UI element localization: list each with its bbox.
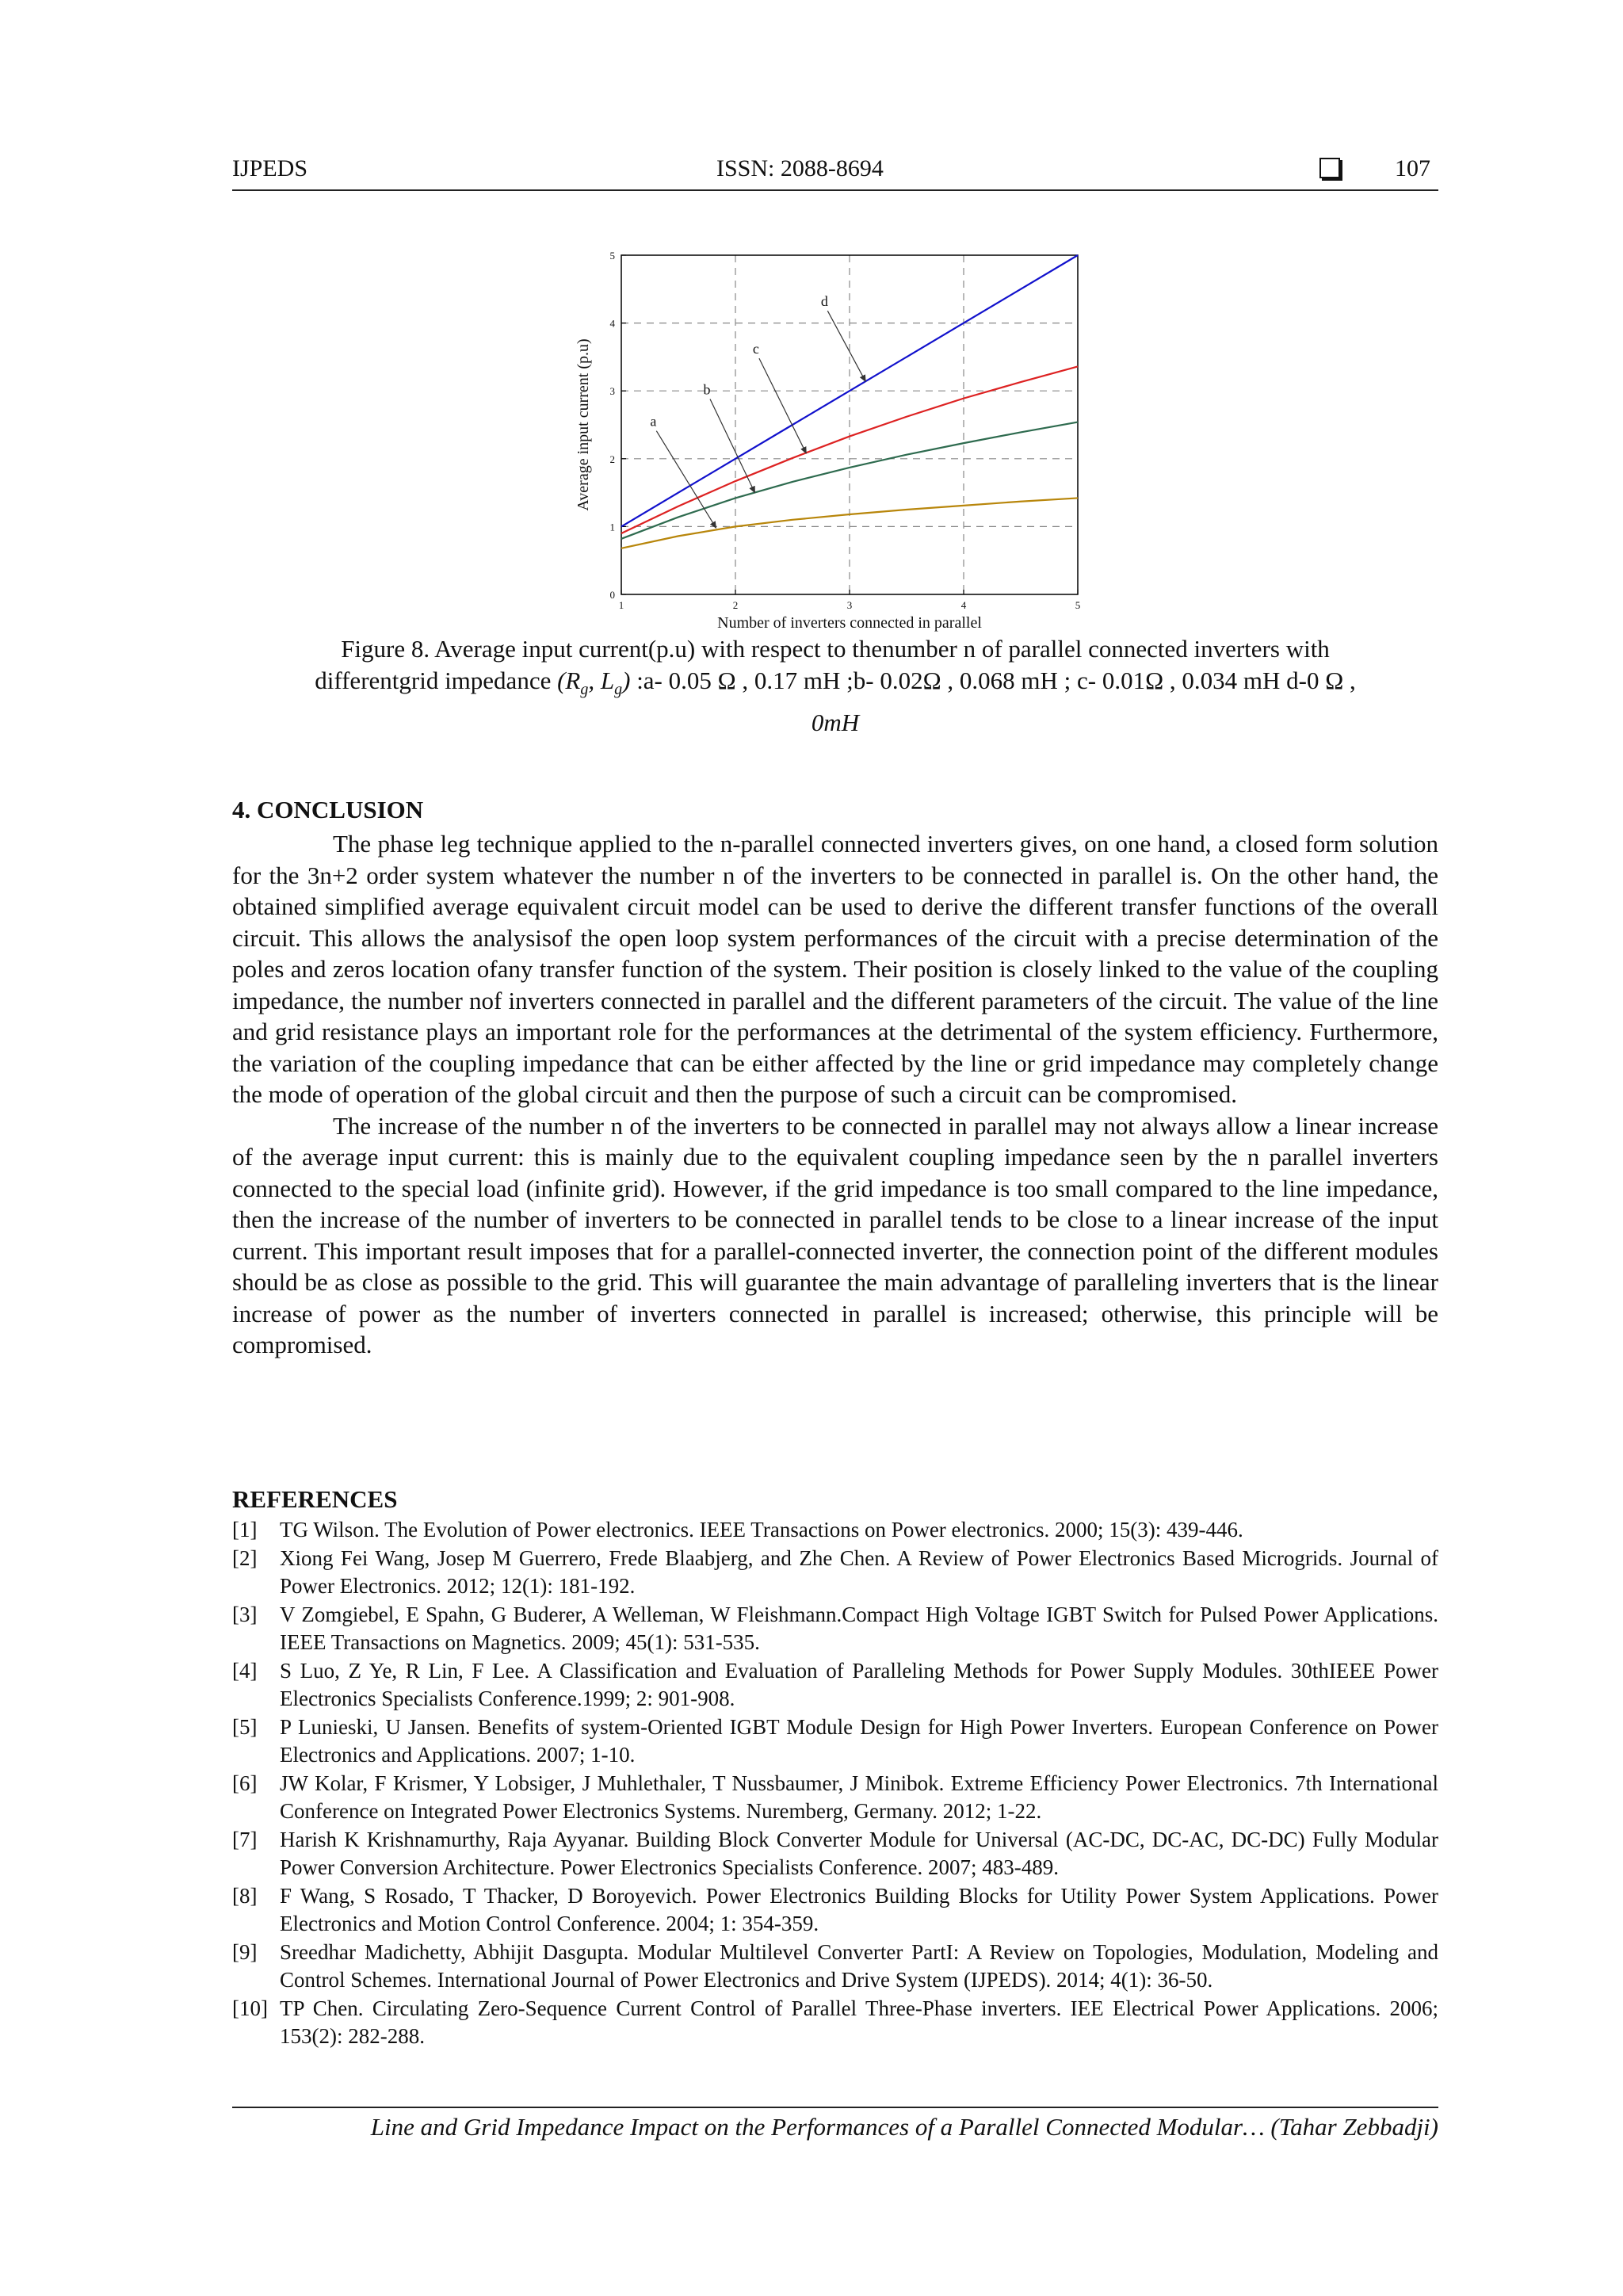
reference-text: S Luo, Z Ye, R Lin, F Lee. A Classification and Evaluation of Paralleling Methods for Power Supply Modules. 30thIEEE Power Electronics Specialists Conference.1999; 2: 901-908. — [280, 1658, 1438, 1710]
journal-name: IJPEDS — [232, 155, 308, 181]
y-tick-label: 3 — [609, 385, 615, 398]
conclusion-paragraph-2: The increase of the number n of the inverters to be connected in parallel may not always allow a linear increase of the average input current: this is mainly due to the equivalent coupling impedance seen by the n parallel inverters connected to the special load (infinite grid). However, if the grid impedance is too small compared to the line impedance, then the increase of the number of inverters to be connected in parallel tends to be close to a linear increase of the input current. This important result imposes that for a parallel-connected inverter, the connection point of the different modules should be as close as possible to the grid. This will guarantee the main advantage of paralleling inverters that is the linear increase of power as the number of inverters connected in parallel is increased; otherwise, this principle will be compromised. — [232, 1111, 1438, 1358]
axis-ticks — [610, 250, 1081, 611]
curve-annotations — [650, 293, 865, 528]
reference-item — [232, 1826, 1438, 1882]
running-footer: Line and Grid Impedance Impact on the Performances of a Parallel Connected Modular… (Tahar Zebbadji) — [370, 2113, 1438, 2141]
reference-text: TP Chen. Circulating Zero-Sequence Current Control of Parallel Three-Phase inverters. IEE Electrical Power Applications. 2006; 153(2): 282-288. — [280, 1996, 1438, 2048]
figure-caption-line-1: Figure 8. Average input current(p.u) with respect to thenumber n of parallel connected inverters with — [341, 635, 1330, 663]
reference-item — [232, 1657, 1438, 1713]
reference-text: P Lunieski, U Jansen. Benefits of system-Oriented IGBT Module Design for High Power Inverters. European Conference on Power Electronics and Applications. 2007; 1-10. — [280, 1714, 1438, 1767]
x-tick-label: 2 — [732, 599, 739, 611]
y-tick-label: 0 — [609, 589, 615, 601]
section-title-conclusion: 4. CONCLUSION — [232, 796, 424, 823]
reference-text: F Wang, S Rosado, T Thacker, D Boroyevich. Power Electronics Building Blocks for Utility Power System Applications. Power Electronics and Motion Control Conference. 2004; 1: 354-359. — [280, 1883, 1438, 1935]
caption-lg: , L — [588, 667, 615, 694]
reference-text: Harish K Krishnamurthy, Raja Ayyanar. Building Block Converter Module for Universal (AC-DC, DC-AC, DC-DC) Fully Modular Power Conversion Architecture. Power Electronics Specialists Conference. 2007; 483-489. — [280, 1827, 1438, 1879]
reference-number: [2] — [232, 1545, 258, 1570]
x-tick-label: 1 — [618, 599, 624, 611]
annotation-arrow-d — [827, 311, 865, 381]
conclusion-paragraph-1: The phase leg technique applied to the n-parallel connected inverters gives, on one hand, a closed form solution for the 3n+2 order system whatever the number n of the inverters to be connected in parallel is. On the other hand, the obtained simplified average equivalent circuit model can be used to derive the different transfer functions of the overall circuit. This allows the analysisof the open loop system performances of the circuit with a precise determination of the poles and zeros location ofany transfer function of the system. Their position is closely linked to the value of the coupling impedance, the number nof inverters connected in parallel and the different parameters of the circuit. The value of the line and grid resistance plays an important role for the performances at the detrimental of the system efficiency. Furthermore, the variation of the coupling impedance that can be either affected by the line or grid impedance may completely change the mode of operation of the global circuit and then the purpose of such a circuit can be compromised. — [232, 830, 1438, 1108]
grid-lines — [621, 255, 1078, 594]
reference-item — [232, 1995, 1438, 2051]
reference-text: TG Wilson. The Evolution of Power electronics. IEEE Transactions on Power electronics. 2000; 15(3): 439-446. — [280, 1518, 1243, 1541]
caption-values: :a- 0.05 Ω , 0.17 mH ;b- 0.02Ω , 0.068 mH ; c- 0.01Ω , 0.034 mH d-0 Ω , — [630, 667, 1356, 694]
x-tick-label: 5 — [1075, 599, 1081, 611]
annotation-arrow-b — [710, 399, 754, 492]
x-tick-label: 3 — [846, 599, 853, 611]
reference-number: [9] — [232, 1939, 258, 1964]
reference-item — [232, 1545, 1438, 1601]
annotation-label-a: a — [650, 413, 657, 430]
y-tick-label: 4 — [609, 317, 615, 330]
reference-item — [232, 1516, 1438, 1545]
annotation-label-b: b — [703, 381, 711, 398]
annotation-label-d: d — [820, 293, 828, 310]
section-title-references: REFERENCES — [232, 1485, 398, 1513]
annotation-arrow-c — [759, 358, 806, 453]
reference-number: [8] — [232, 1883, 258, 1908]
caption-sub-g2: g — [614, 681, 623, 699]
reference-number: [6] — [232, 1771, 258, 1795]
reference-text: JW Kolar, F Krismer, Y Lobsiger, J Muhlethaler, T Nussbaumer, J Minibok. Extreme Efficiency Power Electronics. 7th International Conference on Integrated Power Electronics Systems. Nuremberg, Germany. 2012; 1-22. — [280, 1771, 1438, 1823]
reference-item — [232, 1601, 1438, 1657]
x-tick-label: 4 — [960, 599, 967, 611]
reference-number: [1] — [232, 1518, 258, 1541]
y-tick-label: 5 — [609, 250, 615, 262]
y-tick-label: 2 — [609, 453, 615, 465]
reference-text: Xiong Fei Wang, Josep M Guerrero, Frede Blaabjerg, and Zhe Chen. A Review of Power Electronics Based Microgrids. Journal of Power Electronics. 2012; 12(1): 181-192. — [280, 1545, 1438, 1598]
reference-number: [5] — [232, 1714, 258, 1739]
chart-svg — [571, 244, 1081, 632]
caption-close: ) — [622, 667, 631, 694]
y-axis-label: Average input current (p.u) — [575, 338, 592, 511]
issn: ISSN: 2088-8694 — [716, 155, 884, 181]
reference-list — [232, 1516, 1438, 2051]
figure-caption-line-2 — [232, 666, 1438, 705]
page-number: 107 — [1395, 155, 1430, 181]
figure-8-chart — [571, 244, 1081, 632]
reference-number: [4] — [232, 1658, 258, 1683]
conclusion-body — [232, 828, 1438, 1361]
footer-rule — [232, 2107, 1438, 2108]
reference-item — [232, 1939, 1438, 1995]
reference-item — [232, 1770, 1438, 1826]
reference-item — [232, 1882, 1438, 1939]
caption-text: differentgrid impedance — [315, 667, 552, 694]
reference-number: [3] — [232, 1602, 258, 1626]
x-axis-label: Number of inverters connected in parallel — [717, 614, 982, 632]
reference-text: V Zomgiebel, E Spahn, G Buderer, A Welleman, W Fleishmann.Compact High Voltage IGBT Switch for Pulsed Power Applications. IEEE Transactions on Magnetics. 2009; 45(1): 531-535. — [280, 1602, 1438, 1654]
figure-caption-line-3: 0mH — [811, 709, 860, 736]
header-rule — [232, 189, 1438, 191]
y-tick-label: 1 — [609, 521, 615, 533]
annotation-arrow-a — [656, 431, 716, 528]
annotation-label-c: c — [752, 341, 759, 357]
caption-sub-g: g — [580, 681, 589, 699]
caption-rg: (R — [557, 667, 581, 694]
reference-number: [7] — [232, 1827, 258, 1851]
checkbox-square-icon — [1319, 158, 1340, 178]
reference-text: Sreedhar Madichetty, Abhijit Dasgupta. Modular Multilevel Converter PartI: A Review on Topologies, Modulation, Modeling and Control Schemes. International Journal of Power Electronics and Drive System (IJPEDS). 2014; 4(1): 36-50. — [280, 1939, 1438, 1992]
reference-item — [232, 1713, 1438, 1770]
reference-number: [10] — [232, 1996, 268, 2020]
